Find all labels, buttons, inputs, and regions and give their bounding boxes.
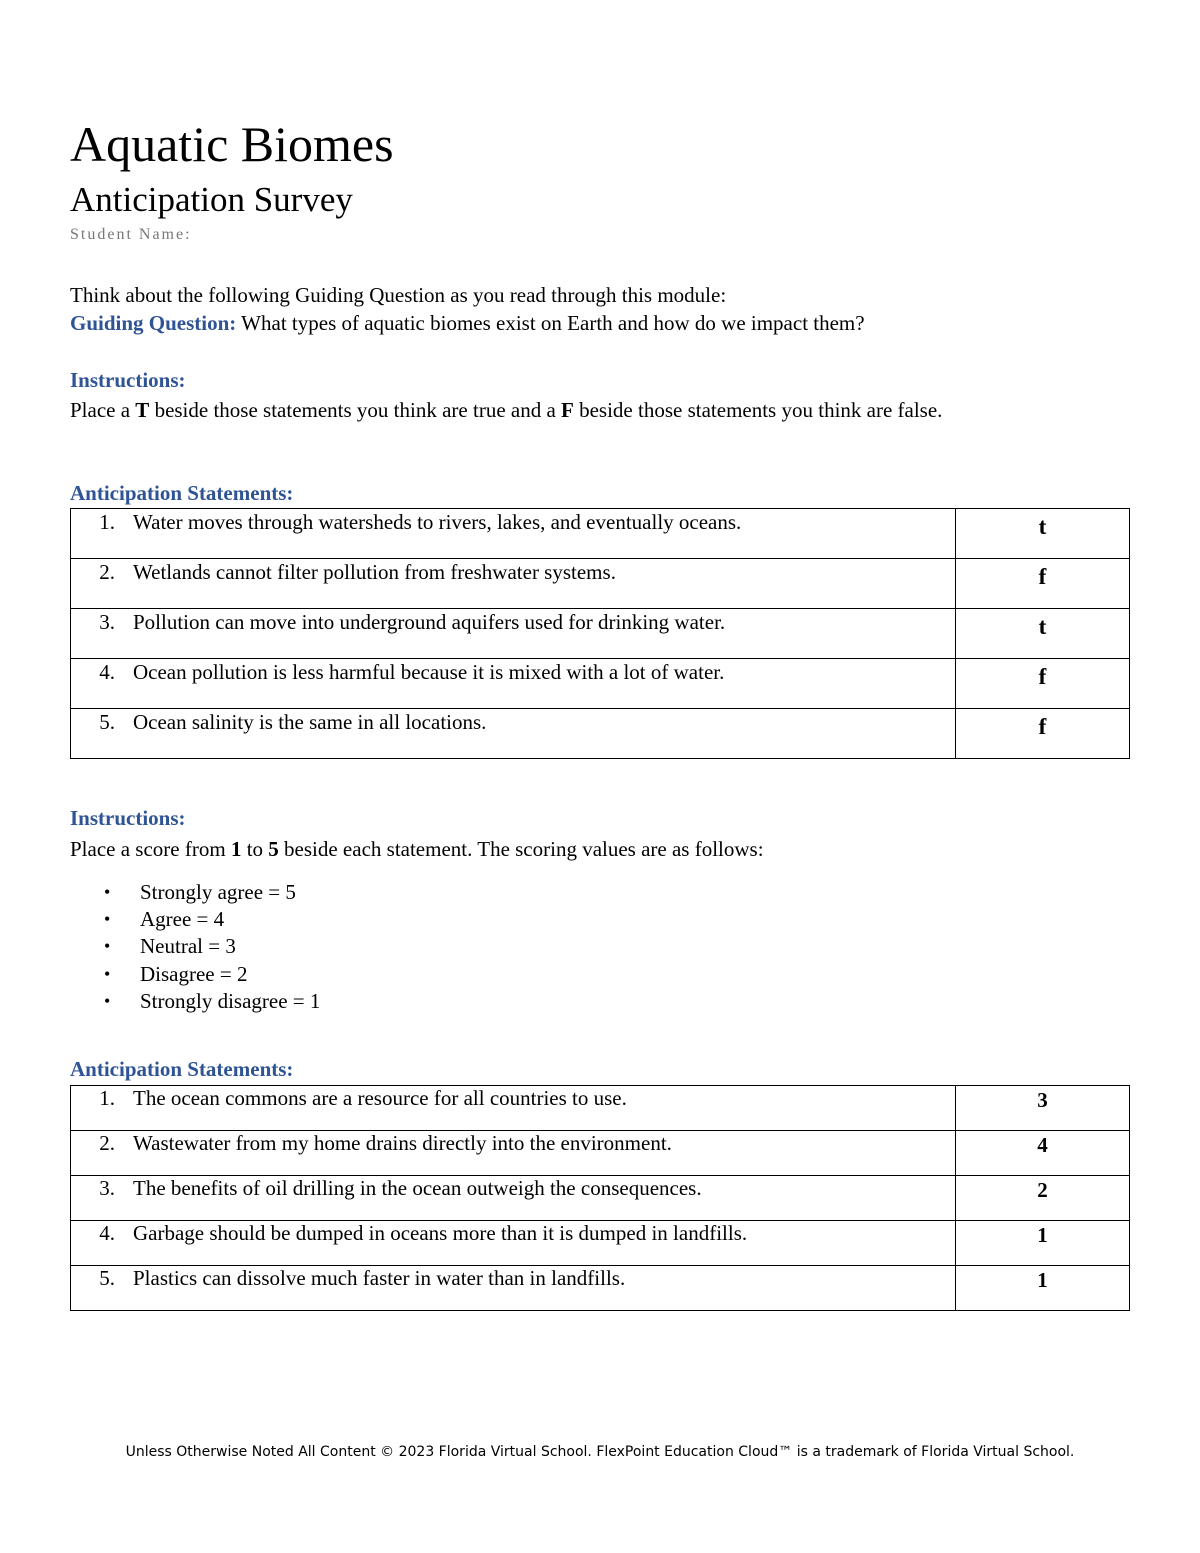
statement-text: Water moves through watersheds to rivers, lakes, and eventually oceans.: [133, 510, 742, 534]
statement-text: Plastics can dissolve much faster in water than in landfills.: [133, 1266, 626, 1290]
score-cell[interactable]: 1: [956, 1266, 1130, 1311]
statement-text: The benefits of oil drilling in the ocean outweigh the consequences.: [133, 1176, 702, 1200]
list-item: • Strongly agree = 5: [104, 880, 296, 904]
list-item: • Disagree = 2: [104, 961, 248, 986]
table-row: [71, 559, 1130, 609]
statement-text: Ocean pollution is less harmful because it is mixed with a lot of water.: [133, 660, 725, 684]
table-row: [71, 609, 1130, 659]
true-false-table: [70, 508, 1130, 759]
answer-cell[interactable]: t: [956, 609, 1130, 659]
statement-text: Wastewater from my home drains directly into the environment.: [133, 1131, 672, 1155]
statement-text: Garbage should be dumped in oceans more than it is dumped in landfills.: [133, 1221, 748, 1245]
statement-number: 1.: [99, 510, 115, 534]
page-footer: Unless Otherwise Noted All Content © 2023 Florida Virtual School. FlexPoint Education Cloud™ is a trademark of Florida Virtual School.: [125, 1444, 1075, 1460]
table-row: [71, 509, 1130, 559]
answer-cell[interactable]: t: [956, 509, 1130, 559]
score-cell[interactable]: 1: [956, 1221, 1130, 1266]
score-cell[interactable]: 3: [956, 1086, 1130, 1131]
table-row: [71, 1086, 1130, 1131]
statement-number: 5.: [99, 1266, 115, 1290]
guiding-question-label: Guiding Question:: [70, 311, 237, 335]
scoring-scale-list: [70, 879, 320, 1015]
statement-number: 4.: [99, 660, 115, 684]
list-item: • Agree = 4: [104, 907, 225, 932]
statement-number: 3.: [99, 1176, 115, 1200]
table-row: [71, 709, 1130, 759]
score-cell[interactable]: 2: [956, 1176, 1130, 1221]
table-row: [71, 659, 1130, 709]
list-item: • Neutral = 3: [104, 934, 236, 959]
document-subtitle: Anticipation Survey: [70, 180, 353, 219]
score-table: [70, 1085, 1130, 1311]
instructions-heading-1: Instructions:: [70, 368, 186, 392]
guiding-question: [70, 311, 865, 336]
table-row: [71, 1131, 1130, 1176]
statement-number: 2.: [99, 1131, 115, 1155]
table-row: [71, 1176, 1130, 1221]
statements-heading-1: Anticipation Statements:: [70, 481, 294, 505]
statement-number: 5.: [99, 710, 115, 734]
statement-text: Pollution can move into underground aquifers used for drinking water.: [133, 610, 726, 634]
intro-line: Think about the following Guiding Question as you read through this module:: [70, 283, 727, 307]
statement-text: Wetlands cannot filter pollution from freshwater systems.: [133, 560, 616, 584]
student-name-label: Student Name:: [70, 226, 192, 243]
answer-cell[interactable]: f: [956, 659, 1130, 709]
statement-number: 4.: [99, 1221, 115, 1245]
statement-number: 1.: [99, 1086, 115, 1110]
statement-text: Ocean salinity is the same in all locations.: [133, 710, 487, 734]
score-cell[interactable]: 4: [956, 1131, 1130, 1176]
instructions-text-2: Place a score from 1 to 5 beside each statement. The scoring values are as follows:: [70, 837, 764, 861]
table-row: [71, 1221, 1130, 1266]
table-row: [71, 1266, 1130, 1311]
list-item: • Strongly disagree = 1: [104, 988, 321, 1013]
statement-number: 3.: [99, 610, 115, 634]
statement-number: 2.: [99, 560, 115, 584]
instructions-text-1: Place a T beside those statements you think are true and a F beside those statements you think are false.: [70, 398, 943, 422]
document-title: Aquatic Biomes: [70, 116, 394, 172]
answer-cell[interactable]: f: [956, 559, 1130, 609]
instructions-heading-2: Instructions:: [70, 806, 186, 830]
statement-text: The ocean commons are a resource for all countries to use.: [133, 1086, 627, 1110]
guiding-question-text: What types of aquatic biomes exist on Earth and how do we impact them?: [236, 311, 865, 335]
statements-heading-2: Anticipation Statements:: [70, 1057, 294, 1081]
answer-cell[interactable]: f: [956, 709, 1130, 759]
